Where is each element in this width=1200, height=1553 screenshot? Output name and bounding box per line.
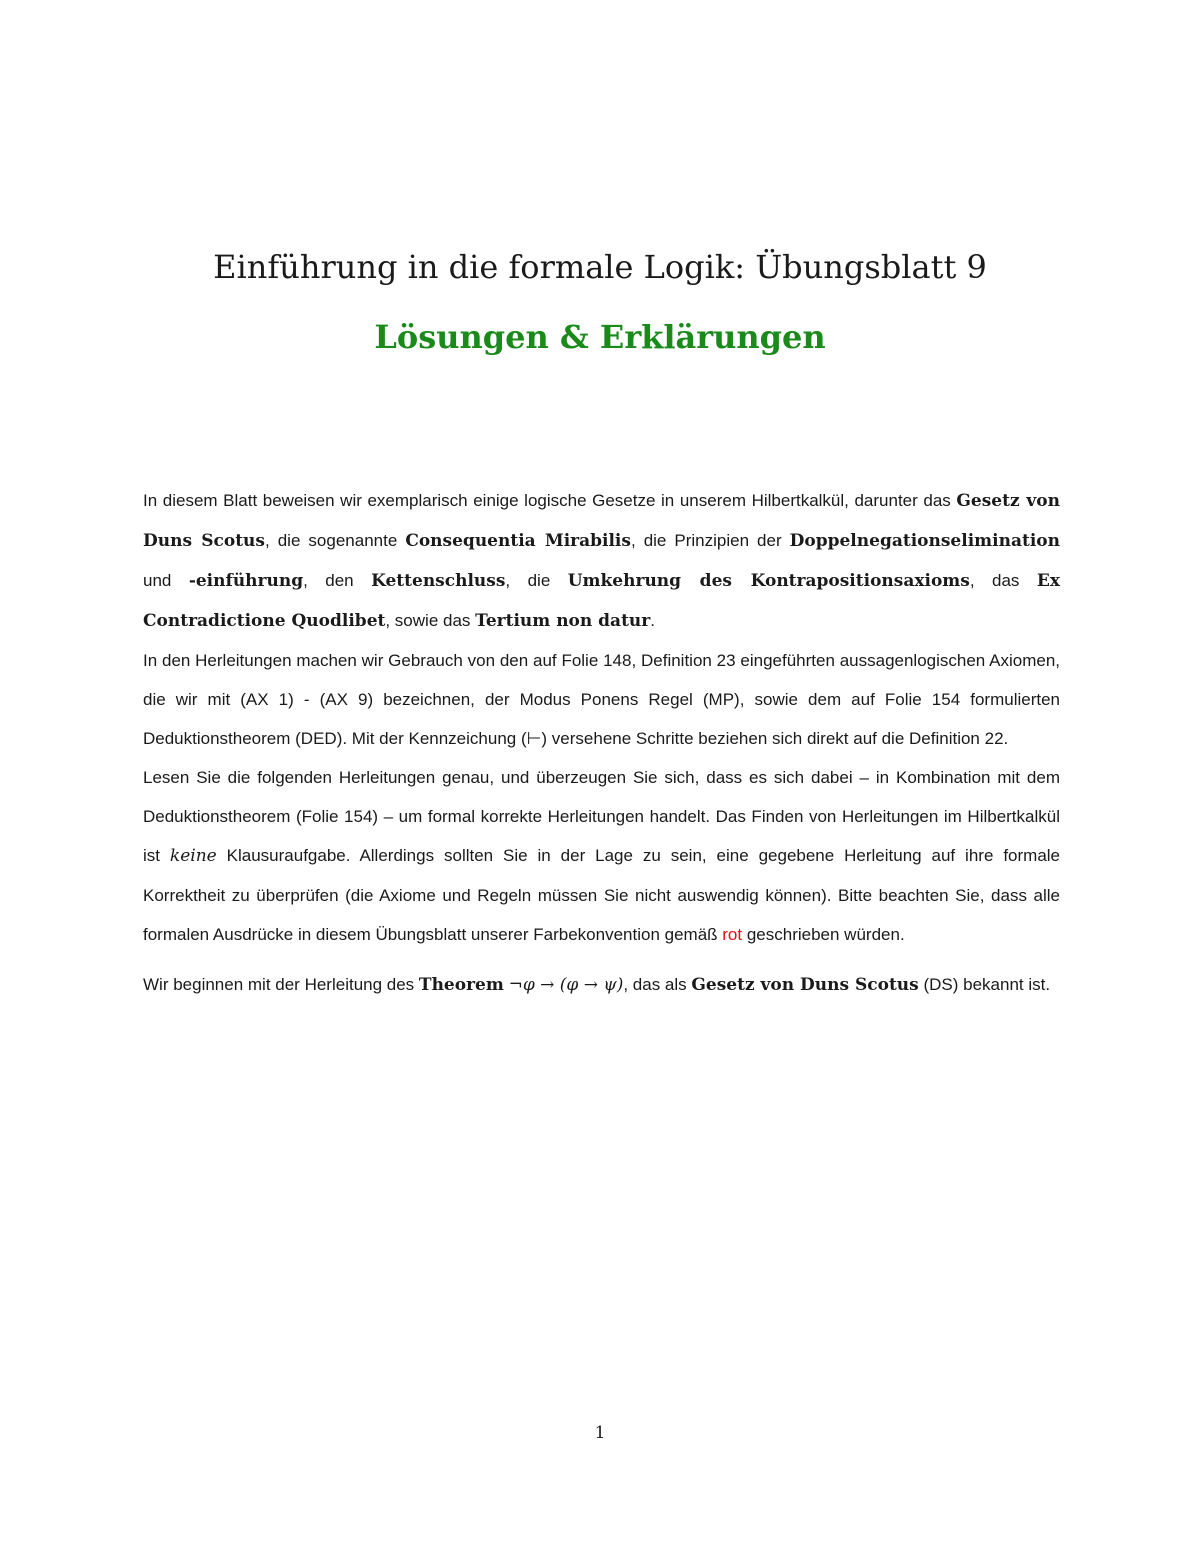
text-span: , den	[303, 571, 354, 590]
text-span: , das als	[623, 975, 687, 994]
page-title	[140, 232, 1060, 372]
intro-paragraph-2: In den Herleitungen machen wir Gebrauch von den auf Folie 148, Definition 23 eingeführten aussagenlogischen Axiomen, die wir mit (AX 1) - (AX 9) bezeichnen, der Modus Ponens Regel (MP), sowie dem auf Folie 154 formulierten Deduktionstheorem (DED). Mit der Kennzeichung (⊢) versehene Schritte beziehen sich direkt auf die Definition 22.	[143, 651, 1060, 748]
page-number: 1	[594, 1423, 606, 1443]
document-body	[143, 481, 1060, 1005]
term-consequentia-mirabilis: Consequentia Mirabilis	[405, 531, 631, 551]
text-span: Klausuraufgabe. Allerdings sollten Sie in der Lage zu sein, eine gegebene Herleitung auf ihre formale Korrektheit zu überprüfen (die Axiome und Regeln müssen Sie nicht auswendig können). Bitte beachten Sie, dass alle formalen Ausdrücke in diesem Übungsblatt unserer Farbekonvention gemäß	[143, 846, 1061, 944]
text-span: geschrieben würden.	[746, 925, 905, 944]
intro-paragraph-3	[143, 758, 1060, 954]
text-span: (DS) bekannt ist.	[923, 975, 1051, 994]
text-span: , die	[505, 571, 551, 590]
text-span: In diesem Blatt beweisen wir exemplarisch einige logische Gesetze in unserem Hilbertkalkül, darunter das	[143, 491, 951, 510]
text-span: Wir beginnen mit der Herleitung des	[143, 975, 415, 994]
term-doppelnegationselimination: Doppelnegationselimination	[789, 531, 1060, 551]
term-duns-scotus: Gesetz von Duns Scotus	[143, 491, 1060, 551]
text-span: , die Prinzipien der	[630, 531, 782, 550]
emphasis-keine: keine	[169, 846, 217, 866]
term-ex-contradictione: Ex Contradictione Quodlibet	[143, 571, 1060, 631]
title-main: Einführung in die formale Logik: Übungsblatt 9	[213, 248, 987, 286]
term-theorem: Theorem	[418, 975, 504, 995]
text-span: , das	[969, 571, 1020, 590]
text-span: , sowie das	[385, 611, 471, 630]
color-word-rot: rot	[722, 925, 743, 944]
text-span: und	[143, 571, 172, 590]
text-span: .	[650, 611, 655, 630]
text-span: , die sogenannte	[265, 531, 398, 550]
title-highlight: Lösungen & Erklärungen	[374, 318, 826, 356]
text-span: Lesen Sie die folgenden Herleitungen genau, und überzeugen Sie sich, dass es sich dabei – in Kombination mit dem Deduktionstheorem (Folie 154) – um formal korrekte Herleitungen handelt. Das Finden von Herleitungen im Hilbertkalkül ist	[143, 768, 1060, 865]
formula-duns-scotus: ¬φ → (φ → ψ)	[508, 975, 624, 995]
intro-paragraph-1	[143, 481, 1060, 641]
term-einfuehrung: -einführung	[188, 571, 304, 591]
term-umkehrung-kontraposition: Umkehrung des Kontrapositionsaxioms	[567, 571, 970, 591]
term-duns-scotus-2: Gesetz von Duns Scotus	[691, 975, 919, 995]
theorem-paragraph	[143, 965, 1060, 1005]
term-tertium-non-datur: Tertium non datur	[475, 611, 651, 631]
term-kettenschluss: Kettenschluss	[371, 571, 506, 591]
